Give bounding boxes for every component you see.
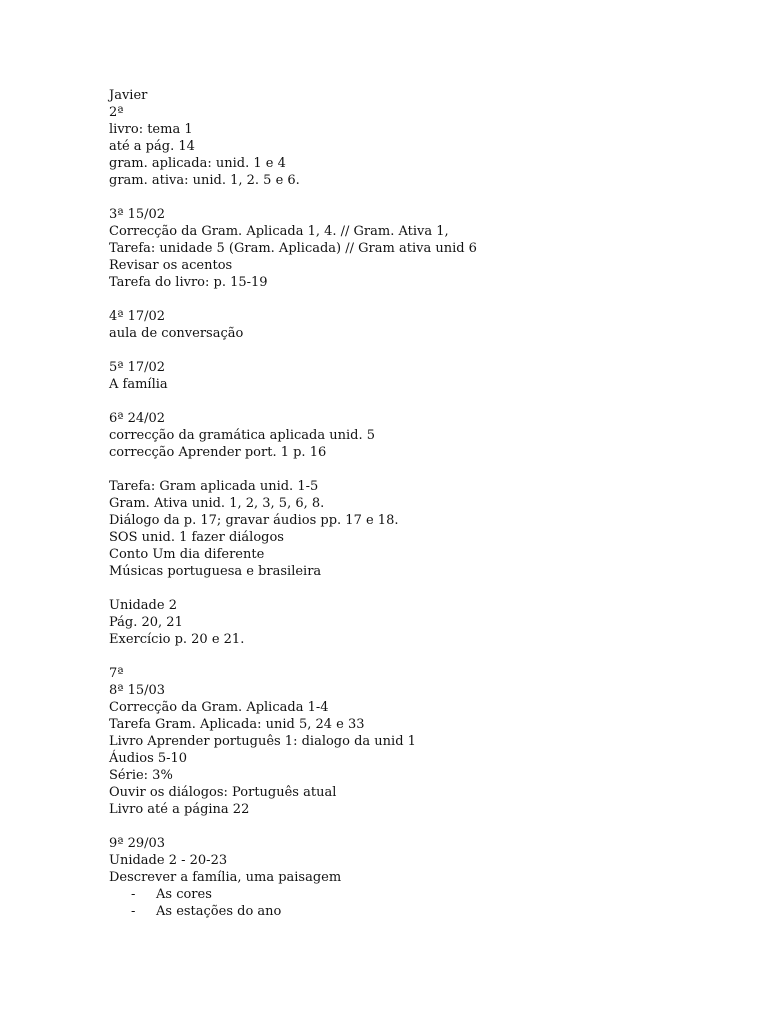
text-line: correcção da gramática aplicada unid. 5 bbox=[109, 428, 375, 443]
text-line: Unidade 2 - 20-23 bbox=[109, 853, 228, 868]
text-line: Correcção da Gram. Aplicada 1-4 bbox=[109, 700, 329, 715]
text-line: 3ª 15/02 bbox=[109, 207, 166, 222]
text-line: Tarefa: unidade 5 (Gram. Aplicada) // Gram ativa unid 6 bbox=[109, 241, 477, 256]
text-line: gram. aplicada: unid. 1 e 4 bbox=[109, 156, 286, 171]
text-line: 2ª bbox=[109, 105, 124, 120]
text-line: Revisar os acentos bbox=[109, 258, 233, 273]
text-block-1 bbox=[109, 87, 729, 189]
text-block-2 bbox=[109, 206, 729, 291]
list-item bbox=[109, 886, 729, 903]
dash-marker: - bbox=[131, 887, 136, 902]
text-line: Tarefa Gram. Aplicada: unid 5, 24 e 33 bbox=[109, 717, 365, 732]
text-line: Série: 3% bbox=[109, 768, 173, 783]
text-block-4 bbox=[109, 359, 729, 393]
text-line: correcção Aprender port. 1 p. 16 bbox=[109, 445, 327, 460]
text-line: Correcção da Gram. Aplicada 1, 4. // Gram. Ativa 1, bbox=[109, 224, 449, 239]
text-line: Livro até a página 22 bbox=[109, 802, 250, 817]
text-block-8 bbox=[109, 665, 729, 818]
list-item-text: As cores bbox=[156, 887, 212, 902]
text-block-6 bbox=[109, 478, 729, 580]
text-line: Diálogo da p. 17; gravar áudios pp. 17 e 18. bbox=[109, 513, 399, 528]
text-line: Descrever a família, uma paisagem bbox=[109, 870, 342, 885]
text-line: Exercício p. 20 e 21. bbox=[109, 632, 245, 647]
text-line: Ouvir os diálogos: Português atual bbox=[109, 785, 337, 800]
text-block-3 bbox=[109, 308, 729, 342]
text-line: 5ª 17/02 bbox=[109, 360, 166, 375]
text-line: Gram. Ativa unid. 1, 2, 3, 5, 6, 8. bbox=[109, 496, 325, 511]
document-page bbox=[109, 87, 729, 937]
text-line: 7ª bbox=[109, 666, 124, 681]
list-item bbox=[109, 903, 729, 920]
list-item-text: As estações do ano bbox=[156, 904, 282, 919]
text-block-7 bbox=[109, 597, 729, 648]
text-line: Pág. 20, 21 bbox=[109, 615, 183, 630]
text-line: 4ª 17/02 bbox=[109, 309, 166, 324]
text-line: Músicas portuguesa e brasileira bbox=[109, 564, 322, 579]
text-line: Tarefa do livro: p. 15-19 bbox=[109, 275, 268, 290]
text-line: gram. ativa: unid. 1, 2. 5 e 6. bbox=[109, 173, 300, 188]
text-block-9 bbox=[109, 835, 729, 920]
text-line: 6ª 24/02 bbox=[109, 411, 166, 426]
text-line: A família bbox=[109, 377, 168, 392]
text-block-5 bbox=[109, 410, 729, 461]
dash-marker: - bbox=[131, 904, 136, 919]
text-line: Tarefa: Gram aplicada unid. 1-5 bbox=[109, 479, 319, 494]
text-line: 9ª 29/03 bbox=[109, 836, 166, 851]
text-line: aula de conversação bbox=[109, 326, 244, 341]
text-line: até a pág. 14 bbox=[109, 139, 195, 154]
text-line: livro: tema 1 bbox=[109, 122, 193, 137]
text-line: Unidade 2 bbox=[109, 598, 177, 613]
text-line: Javier bbox=[109, 88, 148, 103]
bullet-list bbox=[109, 886, 729, 920]
text-line: Áudios 5-10 bbox=[109, 751, 188, 766]
text-line: 8ª 15/03 bbox=[109, 683, 166, 698]
text-line: Livro Aprender português 1: dialogo da unid 1 bbox=[109, 734, 416, 749]
text-line: SOS unid. 1 fazer diálogos bbox=[109, 530, 284, 545]
text-line: Conto Um dia diferente bbox=[109, 547, 265, 562]
